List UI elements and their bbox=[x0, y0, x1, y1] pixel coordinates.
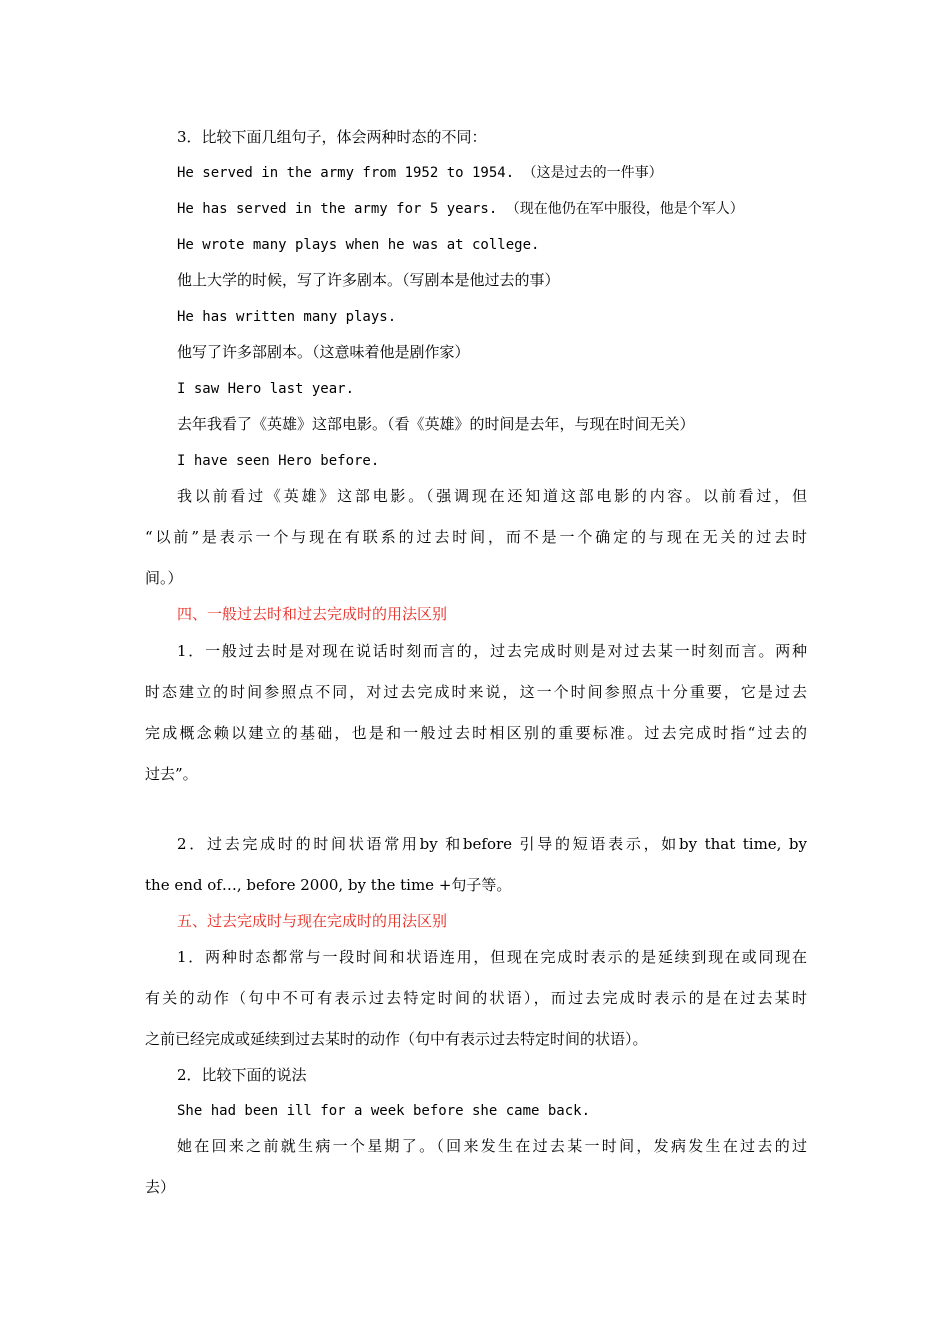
paragraph-line: 去） bbox=[145, 1178, 176, 1196]
paragraph-line: 有关的动作（句中不可有表示过去特定时间的状语），而过去完成时表示的是在过去某时 bbox=[145, 989, 807, 1007]
paragraph-line: 过去”。 bbox=[145, 765, 198, 783]
paragraph-line: 我以前看过《英雄》这部电影。（强调现在还知道这部电影的内容。以前看过，但 bbox=[177, 487, 807, 505]
paragraph-line: 她在回来之前就生病一个星期了。（回来发生在过去某一时间，发病发生在过去的过 bbox=[177, 1137, 807, 1155]
paragraph-line: 之前已经完成或延续到过去某时的动作（句中有表示过去特定时间的状语）。 bbox=[145, 1030, 648, 1048]
example-translation: 他上大学的时候，写了许多剧本。（写剧本是他过去的事） bbox=[177, 271, 560, 289]
example-sentence: He has written many plays. bbox=[177, 309, 397, 325]
example-translation: 去年我看了《英雄》这部电影。（看《英雄》的时间是去年，与现在时间无关） bbox=[177, 415, 695, 433]
paragraph-line: “以前”是表示一个与现在有联系的过去时间，而不是一个确定的与现在无关的过去时 bbox=[145, 528, 807, 546]
example-sentence: I saw Hero last year. bbox=[177, 381, 355, 397]
paragraph-line: 1．一般过去时是对现在说话时刻而言的，过去完成时则是对过去某一时刻而言。两种 bbox=[177, 642, 807, 660]
example-translation: 他写了许多部剧本。（这意味着他是剧作家） bbox=[177, 343, 470, 361]
paragraph-line: 完成概念赖以建立的基础，也是和一般过去时相区别的重要标准。过去完成时指“过去的 bbox=[145, 724, 807, 742]
paragraph-line: 间。） bbox=[145, 569, 183, 587]
paragraph-line: 2．过去完成时的时间状语常用by 和before 引导的短语表示，如by that time, by bbox=[177, 835, 807, 853]
example-sentence: He has served in the army for 5 years. （现在他仍在军中服役，他是个军人） bbox=[177, 201, 744, 217]
paragraph-line: 1．两种时态都常与一段时间和状语连用，但现在完成时表示的是延续到现在或同现在 bbox=[177, 948, 807, 966]
section4-heading: 四、一般过去时和过去完成时的用法区别 bbox=[177, 605, 448, 623]
paragraph-line: the end of…, before 2000, by the time +句子等。 bbox=[145, 876, 512, 894]
section3-heading: 3．比较下面几组句子，体会两种时态的不同： bbox=[177, 128, 487, 146]
section5-heading: 五、过去完成时与现在完成时的用法区别 bbox=[177, 912, 448, 930]
paragraph-line: 时态建立的时间参照点不同，对过去完成时来说，这一个时间参照点十分重要，它是过去 bbox=[145, 683, 807, 701]
example-sentence: He wrote many plays when he was at college. bbox=[177, 237, 540, 253]
example-sentence: He served in the army from 1952 to 1954. （这是过去的一件事） bbox=[177, 165, 663, 181]
example-sentence: She had been ill for a week before she came back. bbox=[177, 1103, 591, 1119]
subsection-heading: 2．比较下面的说法 bbox=[177, 1066, 307, 1084]
example-sentence: I have seen Hero before. bbox=[177, 453, 380, 469]
